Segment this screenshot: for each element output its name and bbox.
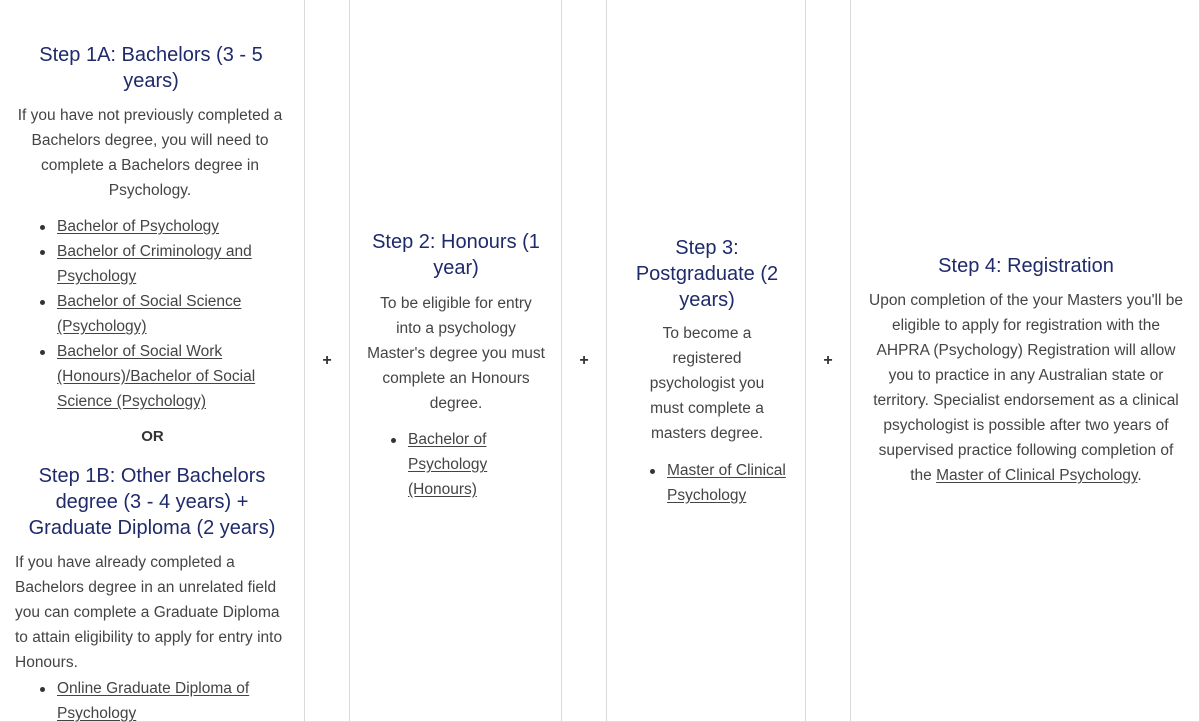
step-3-column bbox=[607, 0, 806, 722]
step-1b-title: Step 1B: Other Bachelors degree (3 - 4 years) + Graduate Diploma (2 years) bbox=[28, 465, 276, 539]
step-separator bbox=[806, 0, 851, 722]
list-item bbox=[408, 427, 548, 502]
step-1b-description: If you have already completed a Bachelors degree in an unrelated field you can complete a Graduate Diploma to attain eligibility to apply for entry into Honours. bbox=[15, 554, 283, 671]
step-2-course-list bbox=[408, 427, 548, 502]
step-4-title: Step 4: Registration bbox=[938, 255, 1114, 277]
step-4-column bbox=[851, 0, 1200, 722]
list-item bbox=[57, 676, 285, 722]
list-item bbox=[667, 458, 793, 508]
step-3-description: To become a registered psychologist you must complete a masters degree. bbox=[649, 325, 765, 442]
bachelor-of-social-work-link[interactable]: Bachelor of Social Work (Honours)/Bachelor of Social Science (Psychology) bbox=[57, 343, 256, 410]
bachelor-of-criminology-and-psychology-link[interactable]: Bachelor of Criminology and Psychology bbox=[57, 243, 252, 285]
step-1a-title: Step 1A: Bachelors (3 - 5 years) bbox=[39, 44, 263, 92]
bachelor-of-psychology-link[interactable]: Bachelor of Psychology bbox=[57, 218, 219, 235]
step-3-course-list bbox=[667, 458, 793, 508]
step-1a-description: If you have not previously completed a Bachelors degree, you will need to complete a Bachelors degree in Psychology. bbox=[17, 107, 283, 199]
step-4-body-end: . bbox=[1137, 467, 1142, 484]
step-2-column bbox=[350, 0, 562, 722]
plus-icon: + bbox=[579, 352, 589, 369]
list-item bbox=[57, 289, 285, 339]
bachelor-of-psychology-honours-link[interactable]: Bachelor of Psychology (Honours) bbox=[408, 431, 488, 498]
step-4-description bbox=[867, 288, 1185, 488]
master-of-clinical-psychology-inline-link[interactable]: Master of Clinical Psychology bbox=[936, 467, 1138, 484]
step-1-column bbox=[0, 0, 305, 722]
list-item bbox=[57, 339, 285, 414]
list-item bbox=[57, 239, 285, 289]
or-divider: OR bbox=[141, 428, 164, 445]
master-of-clinical-psychology-link[interactable]: Master of Clinical Psychology bbox=[667, 462, 786, 504]
step-separator bbox=[562, 0, 607, 722]
bachelor-of-social-science-psychology-link[interactable]: Bachelor of Social Science (Psychology) bbox=[57, 293, 242, 335]
step-1b-course-list bbox=[57, 676, 285, 722]
step-2-title: Step 2: Honours (1 year) bbox=[372, 231, 540, 279]
online-graduate-diploma-link[interactable]: Online Graduate Diploma of Psychology bbox=[57, 680, 250, 722]
step-2-description: To be eligible for entry into a psychology Master's degree you must complete an Honours degree. bbox=[367, 295, 545, 412]
plus-icon: + bbox=[823, 352, 833, 369]
step-1a-course-list bbox=[57, 214, 285, 414]
plus-icon: + bbox=[322, 352, 332, 369]
list-item bbox=[57, 214, 285, 239]
step-4-body-text: Upon completion of the your Masters you'll be eligible to apply for registration with the AHPRA (Psychology) Registration will allow you to practice in any Australian state or territory. Specialist endorsement as a clinical psychologist is possible after two years of supervised practice following completion of the bbox=[869, 292, 1183, 484]
step-separator bbox=[305, 0, 350, 722]
step-3-title: Step 3: Postgraduate (2 years) bbox=[635, 237, 779, 311]
